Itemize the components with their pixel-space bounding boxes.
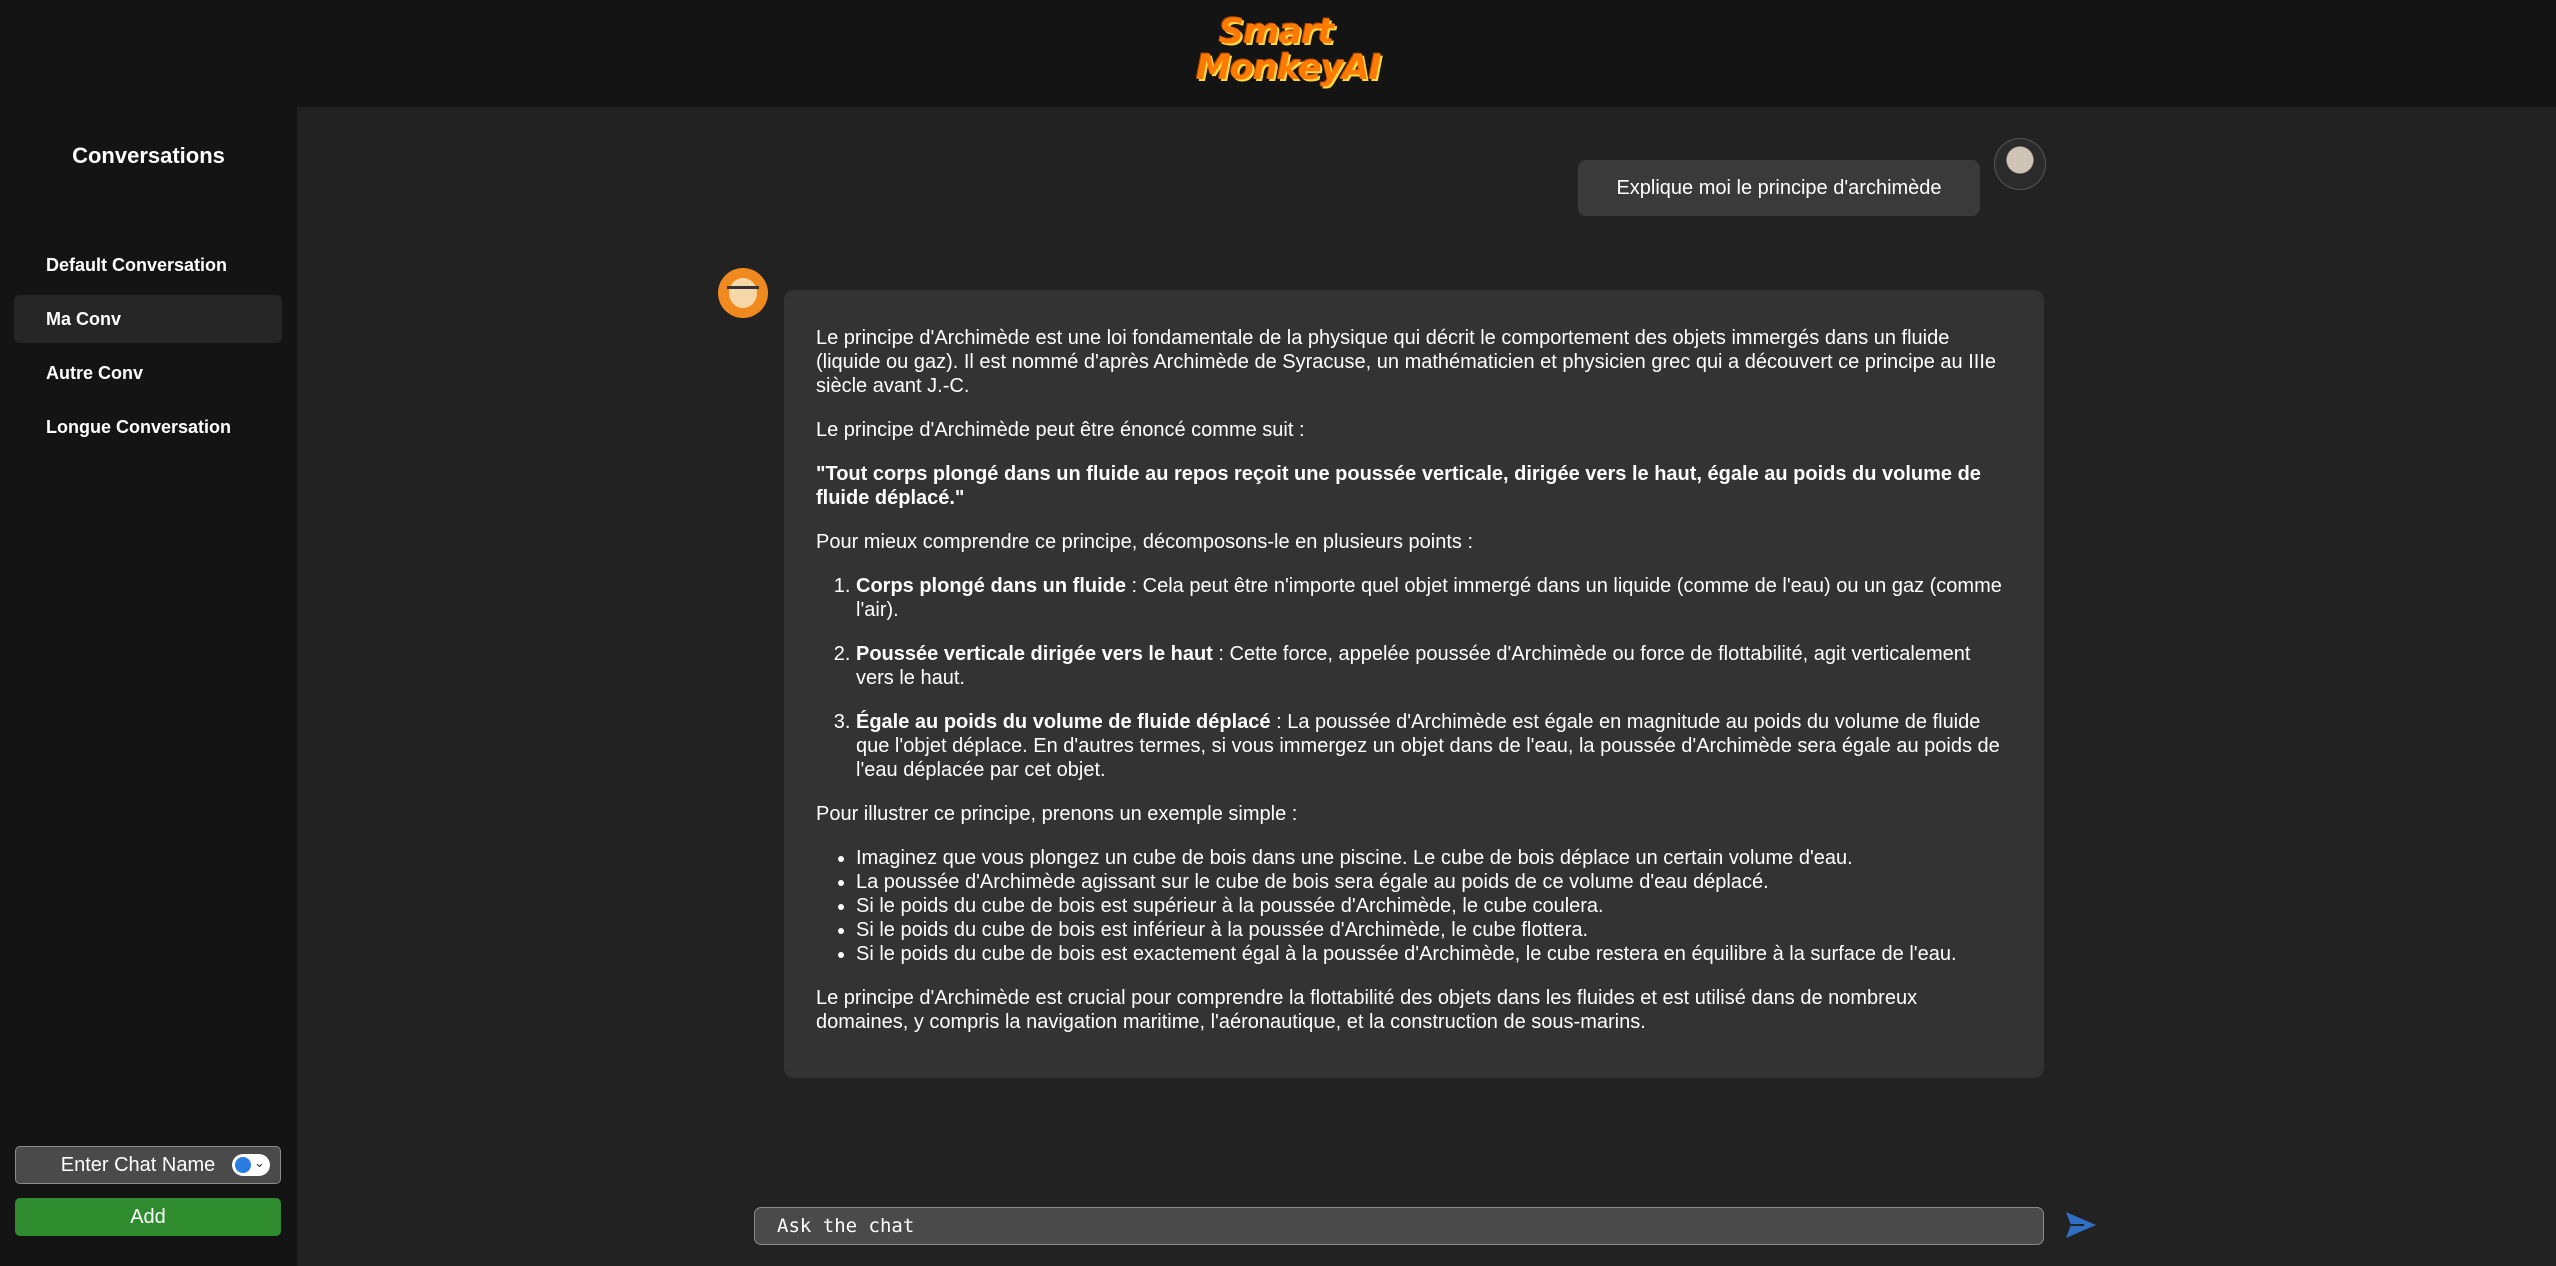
add-button[interactable]: Add (15, 1198, 281, 1236)
app-logo (1196, 12, 1381, 90)
bot-points-lead: Pour mieux comprendre ce principe, décomposons-le en plusieurs points : (816, 531, 1474, 553)
logo-line-2: MonkeyAI (1196, 48, 1381, 88)
sidebar (0, 107, 297, 1266)
list-item: 3. Égale au poids du volume de fluide déplacé : La poussée d'Archimède est égale en magnitude au poids du volume de fluide que l'objet déplace. En d'autres termes, si vous immergez un objet dans de l'eau, la poussée d'Archimède sera égale au poids de l'eau déplacée par cet objet. (856, 710, 2012, 782)
bot-message (784, 290, 2044, 1078)
list-item: • Si le poids du cube de bois est supérieur à la poussée d'Archimède, le cube coulera. (856, 894, 2012, 918)
bot-points-list (816, 574, 2012, 782)
list-item: 1. Corps plongé dans un fluide : Cela peut être n'importe quel objet immergé dans un liquide (comme de l'eau) ou un gaz (comme l'air). (856, 574, 2012, 622)
monkey-avatar-icon (718, 268, 768, 318)
app-header (0, 0, 2556, 107)
list-item: • Imaginez que vous plongez un cube de bois dans une piscine. Le cube de bois déplace un certain volume d'eau. (856, 846, 2012, 870)
ask-input[interactable]: Ask the chat (754, 1207, 2044, 1245)
logo-line-1: Smart (1218, 12, 1334, 52)
bot-statement-lead: Le principe d'Archimède peut être énoncé comme suit : (816, 419, 1305, 441)
bot-example-lead: Pour illustrer ce principe, prenons un exemple simple : (816, 803, 1298, 825)
conversation-item-autre-conv[interactable]: Autre Conv (46, 363, 144, 383)
user-message: Explique moi le principe d'archimède (1578, 160, 1980, 216)
user-avatar (1994, 138, 2046, 190)
send-icon[interactable] (2064, 1209, 2098, 1241)
list-item: 2. Poussée verticale dirigée vers le haut : Cette force, appelée poussée d'Archimède ou force de flottabilité, agit verticalement vers le haut. (856, 642, 2012, 690)
conversation-item-default[interactable]: Default Conversation (46, 255, 228, 275)
conversation-item-ma-conv[interactable]: Ma Conv (14, 295, 282, 343)
bot-examples-list (816, 846, 2012, 966)
chat-name-input[interactable]: Enter Chat Name (15, 1146, 281, 1184)
list-item: • Si le poids du cube de bois est inférieur à la poussée d'Archimède, le cube flottera. (856, 918, 2012, 942)
bot-statement: "Tout corps plongé dans un fluide au repos reçoit une poussée verticale, dirigée vers le haut, égale au poids du volume de fluide déplacé." (816, 463, 1981, 509)
password-manager-icon[interactable]: ⌄ (232, 1154, 270, 1176)
list-item: • Si le poids du cube de bois est exactement égal à la poussée d'Archimède, le cube restera en équilibre à la surface de l'eau. (856, 942, 2012, 966)
conversation-item-longue[interactable]: Longue Conversation (46, 417, 232, 437)
list-item: • La poussée d'Archimède agissant sur le cube de bois sera égale au poids de ce volume d'eau déplacé. (856, 870, 2012, 894)
sidebar-title: Conversations (72, 143, 225, 168)
bot-conclusion: Le principe d'Archimède est crucial pour comprendre la flottabilité des objets dans les fluides et est utilisé dans de nombreux domaines, y compris la navigation maritime, l'aéronautique, et la construction de sous-marins. (816, 987, 1918, 1033)
bot-intro: Le principe d'Archimède est une loi fondamentale de la physique qui décrit le comportement des objets immergés dans un fluide (liquide ou gaz). Il est nommé d'après Archimède de Syracuse, un mathématicien et physicien grec qui a découvert ce principe au IIIe siècle avant J.-C. (816, 327, 1996, 397)
